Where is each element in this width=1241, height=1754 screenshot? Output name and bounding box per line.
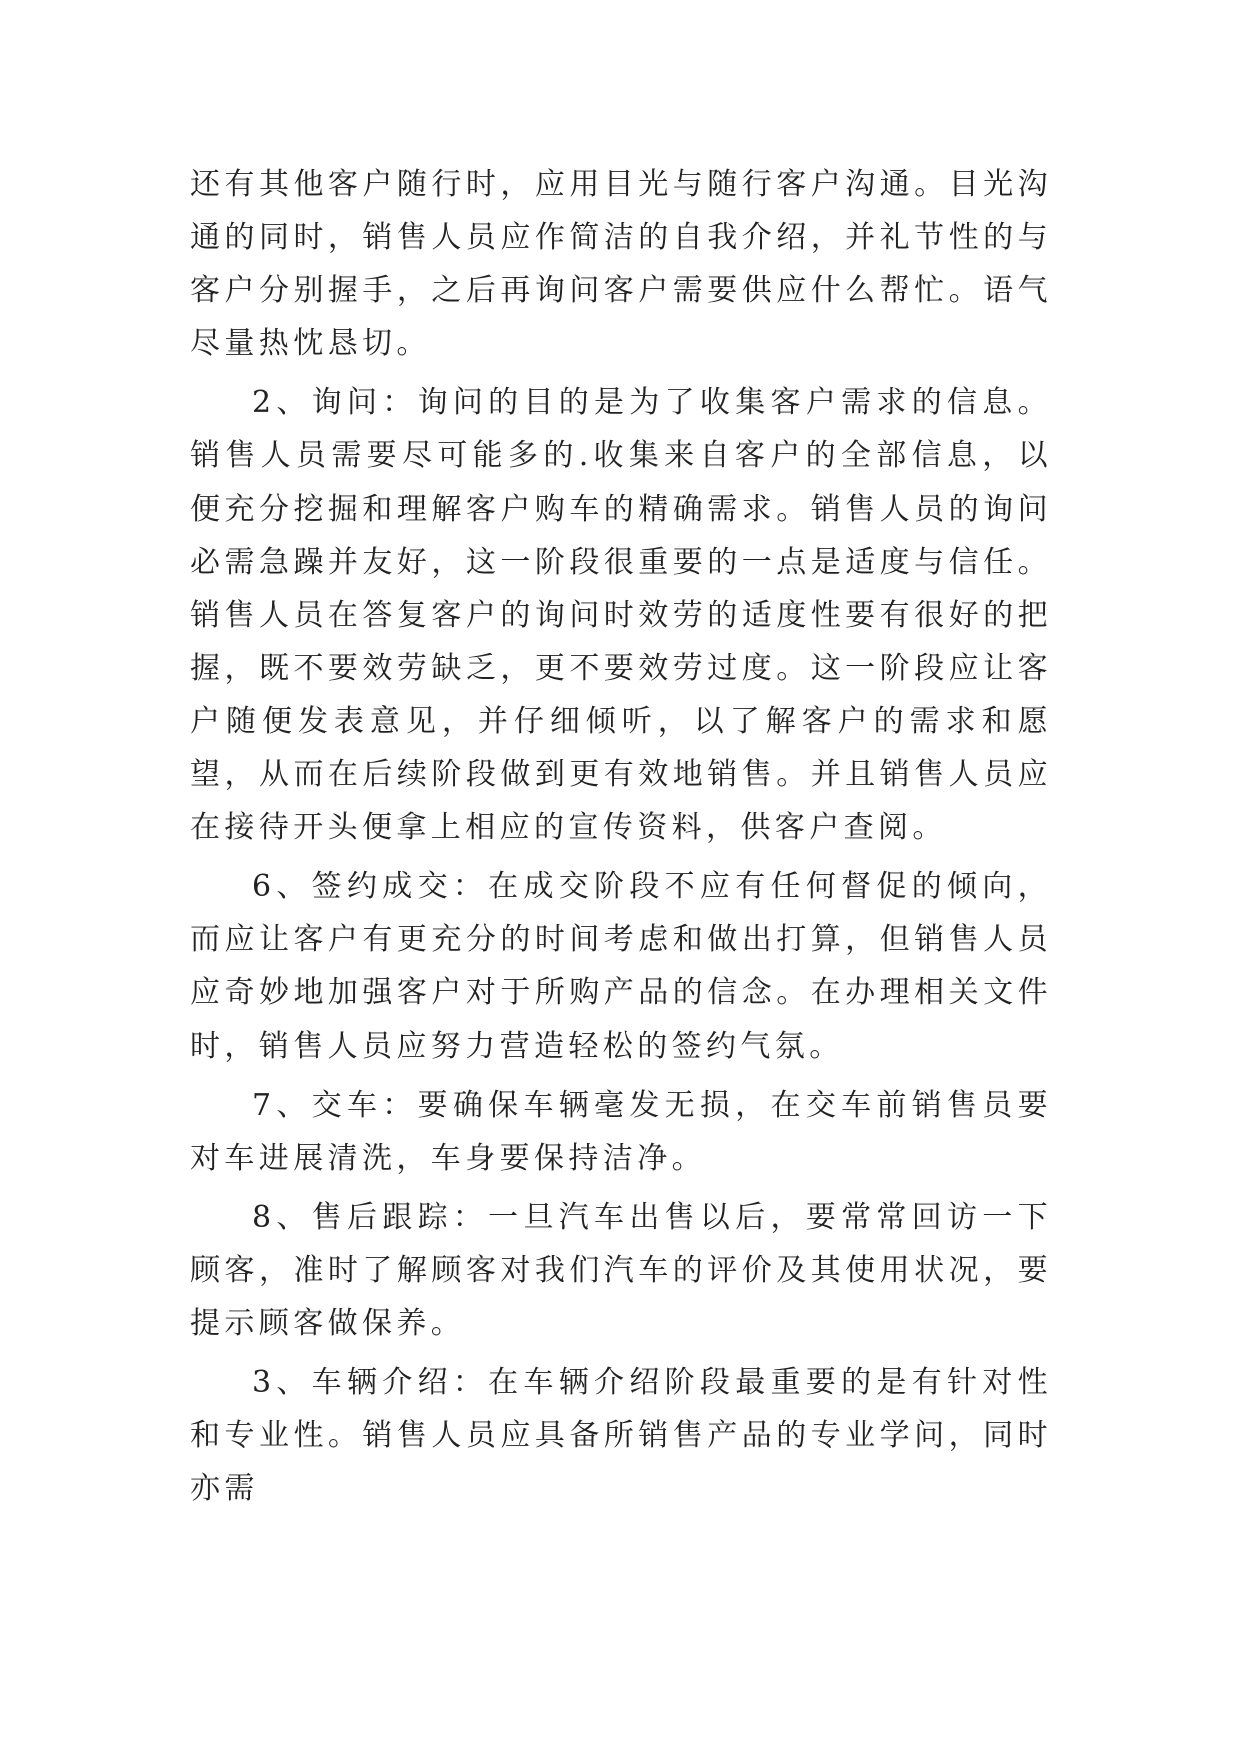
paragraph-delivery: 7、交车：要确保车辆毫发无损，在交车前销售员要对车进展清洗，车身要保持洁净。 [190,1087,1052,1176]
document-body [190,158,1052,1521]
paragraph-continuation: 还有其他客户随行时，应用目光与随行客户沟通。目光沟通的同时，销售人员应作简洁的自我介绍，并礼节性的与客户分别握手，之后再询问客户需要供应什么帮忙。语气尽量热忱恳切。 [190,167,1052,362]
paragraph-inquiry: 2、询问：询问的目的是为了收集客户需求的信息。销售人员需要尽可能多的.收集来自客户的全部信息，以便充分挖掘和理解客户购车的精确需求。销售人员的询问必需急躁并友好，这一阶段很重要的一点是适度与信任。销售人员在答复客户的询问时效劳的适度性要有很好的把握，既不要效劳缺乏，更不要效劳过度。这一阶段应让客户随便发表意见，并仔细倾听，以了解客户的需求和愿望，从而在后续阶段做到更有效地销售。并且销售人员应在接待开头便拿上相应的宣传资料，供客户查阅。 [190,385,1052,846]
paragraph-signing: 6、签约成交：在成交阶段不应有任何督促的倾向，而应让客户有更充分的时间考虑和做出打算，但销售人员应奇妙地加强客户对于所购产品的信念。在办理相关文件时，销售人员应努力营造轻松的签约气氛。 [190,869,1052,1064]
paragraph-vehicle-intro: 3、车辆介绍：在车辆介绍阶段最重要的是有针对性和专业性。销售人员应具备所销售产品的专业学问，同时亦需 [190,1365,1052,1507]
paragraph-after-sales: 8、售后跟踪：一旦汽车出售以后，要常常回访一下顾客，准时了解顾客对我们汽车的评价及其使用状况，要提示顾客做保养。 [190,1199,1052,1341]
